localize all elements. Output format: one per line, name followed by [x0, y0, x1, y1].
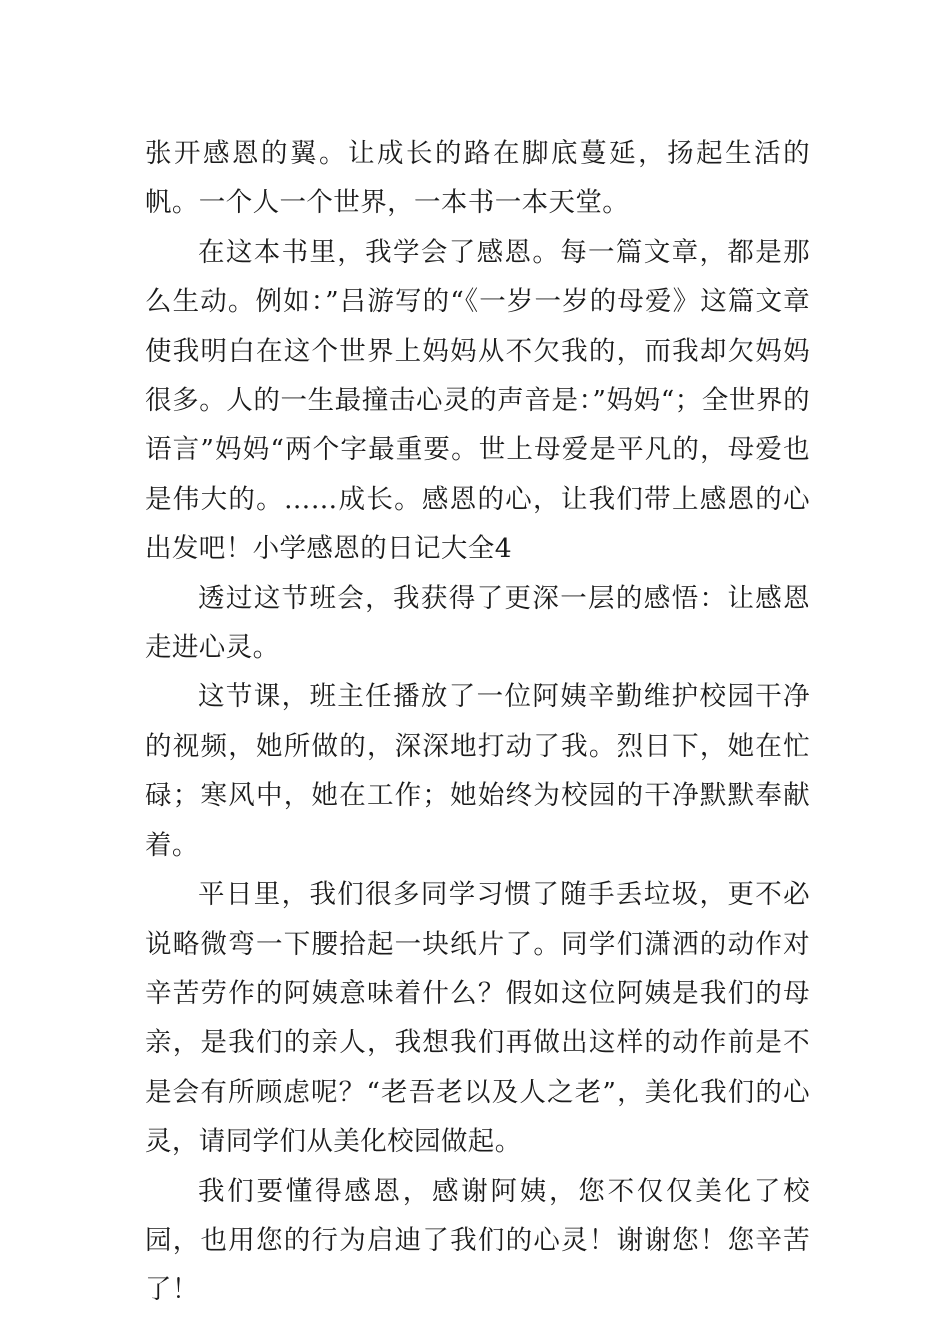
document-body — [145, 129, 810, 1315]
paragraph-5: 平日里，我们很多同学习惯了随手丢垃圾，更不必说略微弯一下腰拾起一块纸片了。同学们潇洒的动作对辛苦劳作的阿姨意味着什么？假如这位阿姨是我们的母亲，是我们的亲人，我想我们再做出这样的动作前是不是会有所顾虑呢？“老吾老以及人之老”，美化我们的心灵，请同学们从美化校园做起。 — [145, 879, 810, 1158]
paragraph-4: 这节课，班主任播放了一位阿姨辛勤维护校园干净的视频，她所做的，深深地打动了我。烈日下，她在忙碌；寒风中，她在工作；她始终为校园的干净默默奉献着。 — [145, 681, 810, 861]
paragraph-2: 在这本书里，我学会了感恩。每一篇文章，都是那么生动。例如：”吕游写的“《一岁一岁的母爱》这篇文章使我明白在这个世界上妈妈从不欠我的，而我却欠妈妈很多。人的一生最撞击心灵的声音是：”妈妈“；全世界的语言”妈妈“两个字最重要。世上母爱是平凡的，母爱也是伟大的。……成长。感恩的心，让我们带上感恩的心出发吧！小学感恩的日记大全4 — [145, 236, 810, 565]
paragraph-1: 张开感恩的翼。让成长的路在脚底蔓延，扬起生活的帆。一个人一个世界，一本书一本天堂。 — [145, 138, 810, 219]
paragraph-6: 我们要懂得感恩，感谢阿姨，您不仅仅美化了校园，也用您的行为启迪了我们的心灵！谢谢您！您辛苦了！ — [145, 1175, 810, 1306]
paragraph-3: 透过这节班会，我获得了更深一层的感悟：让感恩走进心灵。 — [145, 582, 810, 664]
